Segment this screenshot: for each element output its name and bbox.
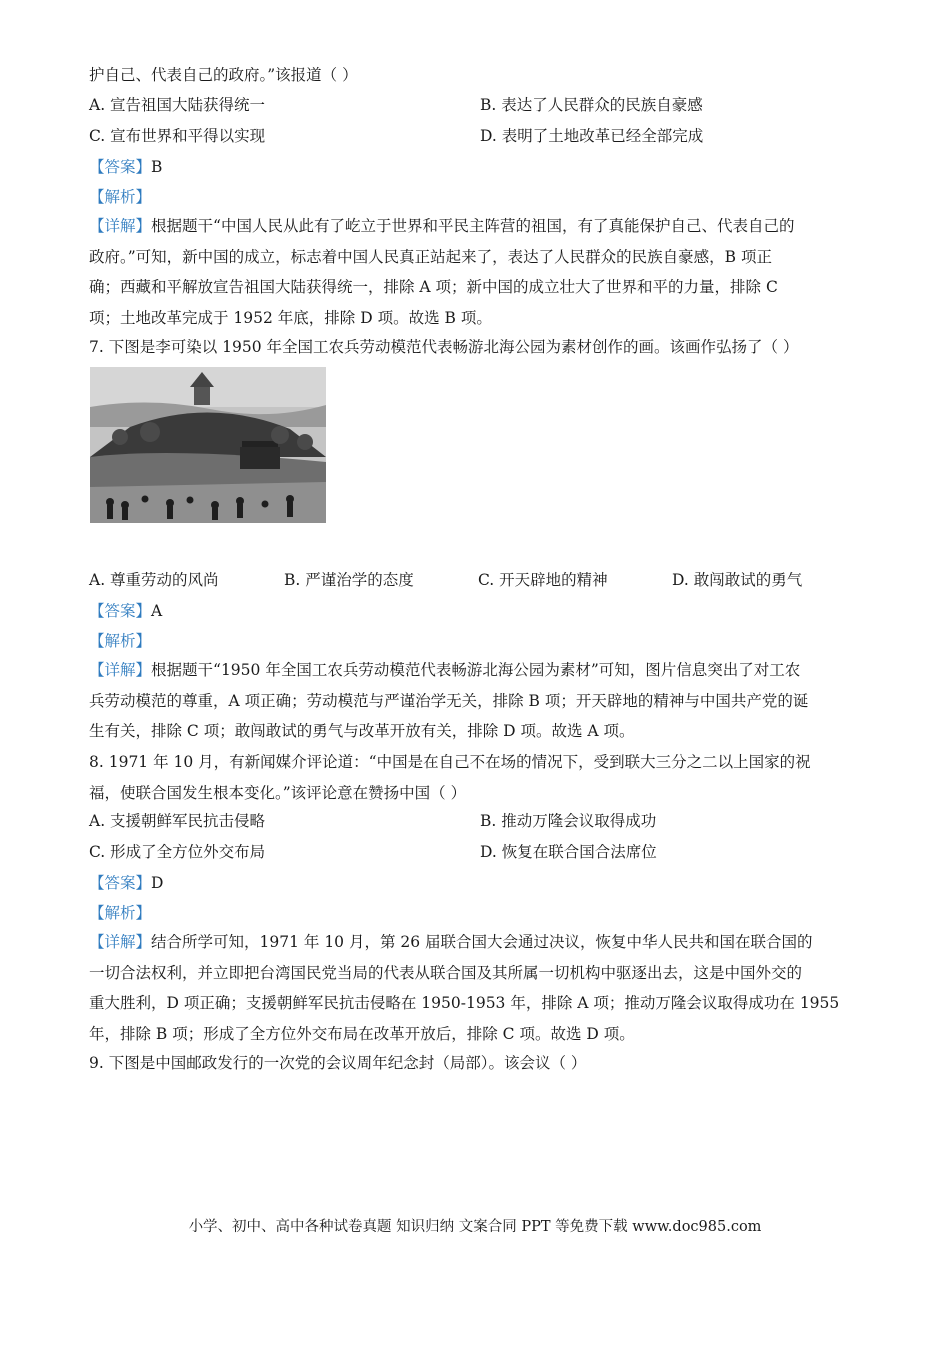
detail-label: 【详解】	[89, 661, 152, 679]
detail-line: 确；西藏和平解放宣告祖国大陆获得统一，排除 A 项；新中国的成立壮大了世界和平的力量，排除 C	[89, 278, 778, 296]
answer-label: 【答案】	[89, 158, 152, 176]
answer-value: B	[151, 158, 163, 176]
detail-line: 生有关，排除 C 项；敢闯敢试的勇气与改革开放有关，排除 D 项。故选 A 项。	[89, 722, 635, 740]
stem-line: 8. 1971 年 10 月，有新闻媒介评论道：“中国是在自己不在场的情况下，受到联大三分之二以上国家的祝	[89, 753, 811, 771]
answer-label: 【答案】	[89, 602, 152, 620]
q8-option-d: D. 恢复在联合国合法席位	[480, 843, 657, 861]
q7-option-c: C. 开天辟地的精神	[478, 571, 608, 589]
answer-label: 【答案】	[89, 874, 152, 892]
q6-answer	[89, 157, 162, 177]
q8-answer	[89, 873, 163, 893]
q7-stem: 7. 下图是李可染以 1950 年全国工农兵劳动模范代表畅游北海公园为素材创作的画。该画作弘扬了（ ）	[89, 338, 799, 356]
detail-label: 【详解】	[89, 217, 152, 235]
q6-option-b: B. 表达了人民群众的民族自豪感	[480, 96, 703, 114]
q8-option-c: C. 形成了全方位外交布局	[89, 843, 266, 861]
answer-value: A	[151, 602, 163, 620]
detail-line: 一切合法权利，并立即把台湾国民党当局的代表从联合国及其所属一切机构中驱逐出去，这是中国外交的	[89, 963, 803, 982]
detail-line: 重大胜利，D 项正确；支援朝鲜军民抗击侵略在 1950-1953 年，排除 A 项；推动万隆会议取得成功在 1955	[89, 994, 840, 1012]
detail-line: 根据题干“1950 年全国工农兵劳动模范代表畅游北海公园为素材”可知，图片信息突出了对工农	[151, 661, 801, 679]
detail-line: 政府。”可知，新中国的成立，标志着中国人民真正站起来了，表达了人民群众的民族自豪感，B 项正	[89, 247, 772, 266]
page-footer: 小学、初中、高中各种试卷真题 知识归纳 文案合同 PPT 等免费下载 www.doc985.com	[188, 1219, 762, 1235]
q7-option-b: B. 严谨治学的态度	[284, 571, 414, 589]
q6-analysis-label: 【解析】	[89, 188, 152, 206]
painting-image	[90, 367, 326, 523]
detail-line: 兵劳动模范的尊重，A 项正确；劳动模范与严谨治学无关，排除 B 项；开天辟地的精神与中国共产党的诞	[89, 691, 809, 710]
detail-line: 年，排除 B 项；形成了全方位外交布局在改革开放后，排除 C 项。故选 D 项。	[89, 1024, 635, 1043]
q7-option-a: A. 尊重劳动的风尚	[89, 571, 219, 589]
q8-stem	[89, 747, 861, 808]
q6-detail	[89, 211, 861, 333]
q8-option-b: B. 推动万隆会议取得成功	[480, 812, 657, 830]
q6-stem-tail: 护自己、代表自己的政府。”该报道（ ）	[89, 66, 358, 84]
q7-option-d: D. 敢闯敢试的勇气	[672, 571, 803, 589]
detail-label: 【详解】	[89, 933, 152, 951]
q8-analysis-label: 【解析】	[89, 904, 152, 922]
q7-analysis-label: 【解析】	[89, 632, 152, 650]
q8-detail	[89, 927, 861, 1049]
answer-value: D	[151, 874, 164, 892]
detail-line: 结合所学可知，1971 年 10 月，第 26 届联合国大会通过决议，恢复中华人民共和国在联合国的	[151, 933, 813, 951]
q6-option-c: C. 宣布世界和平得以实现	[89, 127, 266, 145]
q7-detail	[89, 655, 861, 747]
q6-option-d: D. 表明了土地改革已经全部完成	[480, 127, 704, 145]
stem-line: 福，使联合国发生根本变化。”该评论意在赞扬中国（ ）	[89, 783, 467, 802]
q8-option-a: A. 支援朝鲜军民抗击侵略	[89, 812, 266, 830]
q6-option-a: A. 宣告祖国大陆获得统一	[89, 96, 266, 114]
detail-line: 项；土地改革完成于 1952 年底，排除 D 项。故选 B 项。	[89, 308, 492, 327]
detail-line: 根据题干“中国人民从此有了屹立于世界和平民主阵营的祖国，有了真能保护自己、代表自己的	[151, 217, 795, 235]
q9-stem: 9. 下图是中国邮政发行的一次党的会议周年纪念封（局部）。该会议（ ）	[89, 1054, 587, 1072]
q7-answer	[89, 601, 162, 621]
